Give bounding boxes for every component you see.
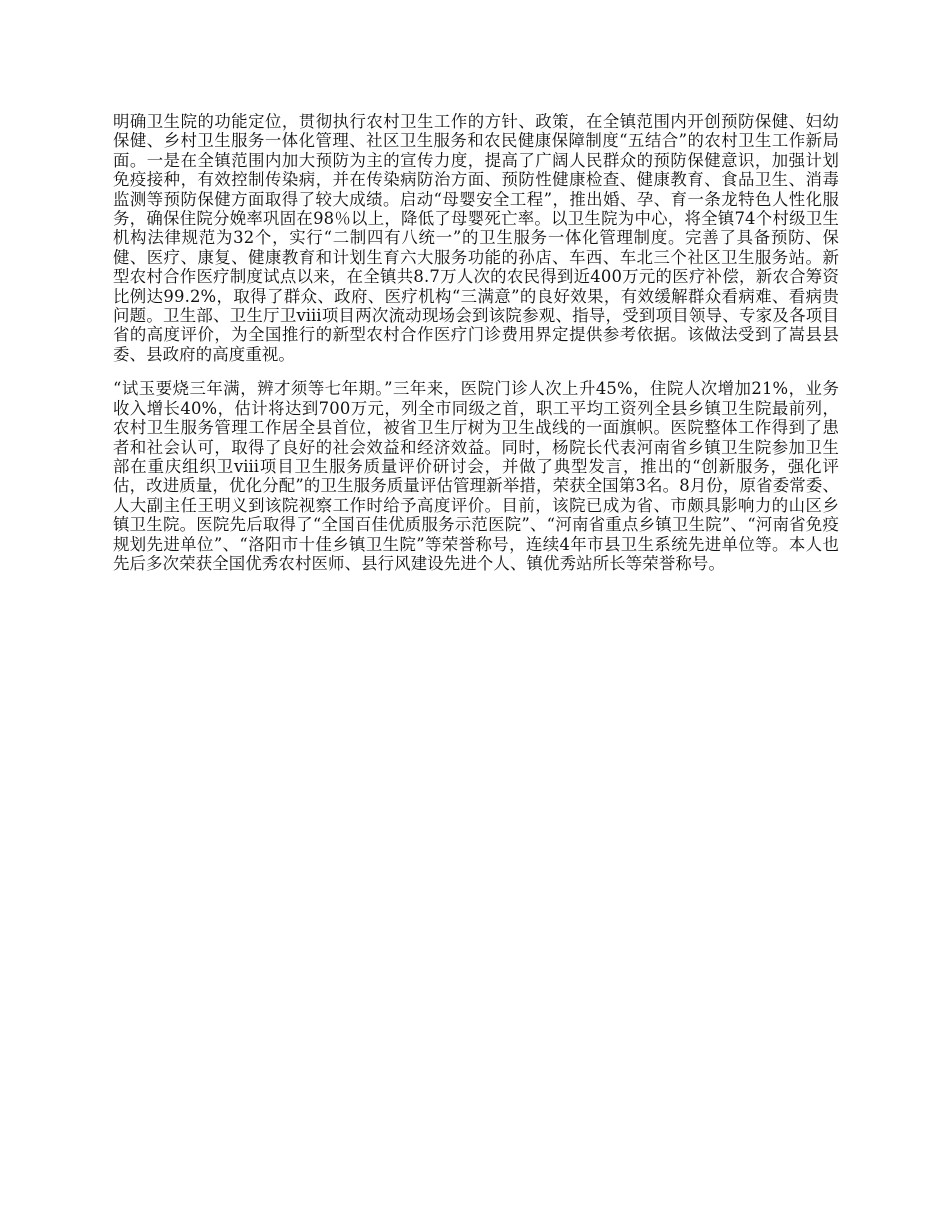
paragraph-2: “试玉要烧三年满，辨才须等七年期。”三年来，医院门诊人次上升45%，住院人次增加21%，业务收入增长40%，估计将达到700万元，列全市同级之首，职工平均工资列全县乡镇卫生院最前列，农村卫生服务管理工作居全县首位，被省卫生厅树为卫生战线的一面旗帜。医院整体工作得到了患者和社会认可，取得了良好的社会效益和经济效益。同时，杨院长代表河南省乡镇卫生院参加卫生部在重庆组织卫ⅷ项目卫生服务质量评价研讨会，并做了典型发言，推出的“创新服务，强化评估，改进质量，优化分配”的卫生服务质量评估管理新举措，荣获全国第3名。8月份，原省委常委、人大副主任王明义到该院视察工作时给予高度评价。目前，该院已成为省、市颇具影响力的山区乡镇卫生院。医院先后取得了“全国百佳优质服务示范医院”、“河南省重点乡镇卫生院”、“河南省免疫规划先进单位”、“洛阳市十佳乡镇卫生院”等荣誉称号，连续4年市县卫生系统先进单位等。本人也先后多次荣获全国优秀农村医师、县行风建设先进个人、镇优秀站所长等荣誉称号。 — [113, 379, 839, 573]
document-body — [113, 112, 839, 573]
paragraph-1: 明确卫生院的功能定位，贯彻执行农村卫生工作的方针、政策，在全镇范围内开创预防保健、妇幼保健、乡村卫生服务一体化管理、社区卫生服务和农民健康保障制度“五结合”的农村卫生工作新局面。一是在全镇范围内加大预防为主的宣传力度，提高了广阔人民群众的预防保健意识，加强计划免疫接种，有效控制传染病，并在传染病防治方面、预防性健康检查、健康教育、食品卫生、消毒监测等预防保健方面取得了较大成绩。启动“母婴安全工程”，推出婚、孕、育一条龙特色人性化服务，确保住院分娩率巩固在98％以上，降低了母婴死亡率。以卫生院为中心，将全镇74个村级卫生机构法律规范为32个，实行“二制四有八统一”的卫生服务一体化管理制度。完善了具备预防、保健、医疗、康复、健康教育和计划生育六大服务功能的孙店、车西、车北三个社区卫生服务站。新型农村合作医疗制度试点以来，在全镇共8.7万人次的农民得到近400万元的医疗补偿，新农合筹资比例达99.2%，取得了群众、政府、医疗机构“三满意”的良好效果，有效缓解群众看病难、看病贵问题。卫生部、卫生厅卫ⅷ项目两次流动现场会到该院参观、指导，受到项目领导、专家及各项目省的高度评价，为全国推行的新型农村合作医疗门诊费用界定提供参考依据。该做法受到了嵩县县委、县政府的高度重视。 — [113, 112, 839, 364]
